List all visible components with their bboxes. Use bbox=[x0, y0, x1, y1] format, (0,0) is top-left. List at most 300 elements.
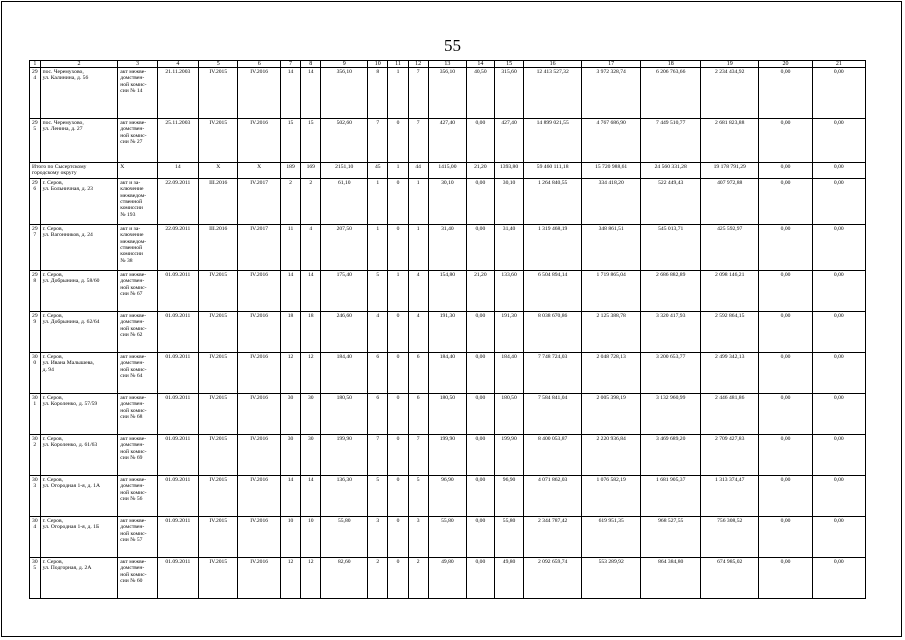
cell-c8: 10 bbox=[301, 516, 321, 557]
document-cell: акт межве- домствен- ной комис- сии № 27 bbox=[118, 119, 157, 163]
cell-c18: 968 527,55 bbox=[641, 516, 701, 557]
cell-c19: 19 178 791,29 bbox=[700, 163, 758, 179]
cell-c9: 82,60 bbox=[321, 557, 368, 598]
cell-c14: 0,00 bbox=[467, 311, 495, 352]
cell-date: 01.09.2011 bbox=[157, 475, 198, 516]
cell-q1: IV.2015 bbox=[199, 352, 238, 393]
cell-c19: 1 313 374,47 bbox=[700, 475, 758, 516]
cell-c8: 14 bbox=[301, 475, 321, 516]
cell-c21: 0,00 bbox=[812, 393, 865, 434]
column-number-21: 21 bbox=[812, 61, 865, 68]
cell-c13: 96,90 bbox=[428, 475, 466, 516]
column-number-1: 1 bbox=[30, 61, 41, 68]
cell-c12: 7 bbox=[408, 119, 428, 163]
cell-c17: 2 005 398,19 bbox=[581, 393, 641, 434]
cell-c18: 3 320 417,93 bbox=[641, 311, 701, 352]
cell-c20: 0,00 bbox=[759, 311, 812, 352]
document-cell: акт межве- домствен- ной комис- сии № 57 bbox=[118, 516, 157, 557]
cell-c20: 0,00 bbox=[759, 557, 812, 598]
cell-c11: 0 bbox=[388, 352, 408, 393]
row-number-cell: 294 bbox=[30, 68, 41, 119]
cell-q2: IV.2017 bbox=[238, 178, 281, 224]
row-number-cell: 299 bbox=[30, 311, 41, 352]
cell-c11: 1 bbox=[388, 163, 408, 179]
column-number-18: 18 bbox=[641, 61, 701, 68]
column-number-5: 5 bbox=[199, 61, 238, 68]
cell-c13: 180,50 bbox=[428, 393, 466, 434]
cell-c21: 0,00 bbox=[812, 178, 865, 224]
cell-c13: 199,90 bbox=[428, 434, 466, 475]
cell-c17: 3 972 328,74 bbox=[581, 68, 641, 119]
cell-c11: 0 bbox=[388, 516, 408, 557]
table-row bbox=[30, 393, 866, 434]
cell-q2: IV.2016 bbox=[238, 516, 281, 557]
cell-c16: 59 460 111,18 bbox=[524, 163, 581, 179]
address-cell: г. Серов, ул. Больничная, д. 23 bbox=[40, 178, 118, 224]
document-cell: акт межве- домствен- ной комис- сии № 60 bbox=[118, 557, 157, 598]
document-cell: акт межве- домствен- ной комис- сии № 67 bbox=[118, 270, 157, 311]
cell-q1: IV.2015 bbox=[199, 119, 238, 163]
cell-c16: 12 413 527,32 bbox=[524, 68, 581, 119]
row-number-cell: 295 bbox=[30, 119, 41, 163]
document-cell: X bbox=[118, 163, 157, 179]
cell-c12: 3 bbox=[408, 516, 428, 557]
cell-c7: 14 bbox=[280, 68, 300, 119]
cell-c18: 1 681 905,37 bbox=[641, 475, 701, 516]
cell-c18: 3 200 653,77 bbox=[641, 352, 701, 393]
cell-c16: 14 899 021,55 bbox=[524, 119, 581, 163]
cell-q2: IV.2016 bbox=[238, 352, 281, 393]
cell-q2: IV.2016 bbox=[238, 434, 281, 475]
cell-c7: 12 bbox=[280, 352, 300, 393]
cell-c18: 3 469 689,20 bbox=[641, 434, 701, 475]
column-number-11: 11 bbox=[388, 61, 408, 68]
cell-c12: 7 bbox=[408, 68, 428, 119]
document-cell: акт межве- домствен- ной комис- сии № 68 bbox=[118, 393, 157, 434]
cell-c9: 199,90 bbox=[321, 434, 368, 475]
document-cell: акт межве- домствен- ной комис- сии № 69 bbox=[118, 434, 157, 475]
cell-c20: 0,00 bbox=[759, 352, 812, 393]
cell-c10: 7 bbox=[368, 434, 388, 475]
cell-c12: 4 bbox=[408, 270, 428, 311]
address-cell: г. Серов, ул. Короленко, д. 61/63 bbox=[40, 434, 118, 475]
cell-c9: 55,80 bbox=[321, 516, 368, 557]
table-row bbox=[30, 311, 866, 352]
cell-c14: 0,00 bbox=[467, 434, 495, 475]
cell-q2: IV.2016 bbox=[238, 119, 281, 163]
column-number-6: 6 bbox=[238, 61, 281, 68]
cell-q2: X bbox=[238, 163, 281, 179]
cell-q1: III.2016 bbox=[199, 178, 238, 224]
cell-c16: 7 748 724,03 bbox=[524, 352, 581, 393]
cell-c13: 154,80 bbox=[428, 270, 466, 311]
cell-c11: 0 bbox=[388, 475, 408, 516]
cell-c16: 2 092 659,74 bbox=[524, 557, 581, 598]
column-number-19: 19 bbox=[700, 61, 758, 68]
cell-c9: 61,10 bbox=[321, 178, 368, 224]
cell-c7: 14 bbox=[280, 475, 300, 516]
cell-c12: 6 bbox=[408, 352, 428, 393]
cell-c16: 8 400 053,87 bbox=[524, 434, 581, 475]
table-row bbox=[30, 68, 866, 119]
cell-c19: 756 308,52 bbox=[700, 516, 758, 557]
cell-c20: 0,00 bbox=[759, 224, 812, 270]
cell-c16: 1 264 840,55 bbox=[524, 178, 581, 224]
cell-c9: 184,40 bbox=[321, 352, 368, 393]
cell-c16: 7 584 841,04 bbox=[524, 393, 581, 434]
cell-c17: 334 418,20 bbox=[581, 178, 641, 224]
row-number-cell: 300 bbox=[30, 352, 41, 393]
cell-c8: 12 bbox=[301, 352, 321, 393]
column-number-13: 13 bbox=[428, 61, 466, 68]
cell-c8: 14 bbox=[301, 68, 321, 119]
cell-c20: 0,00 bbox=[759, 516, 812, 557]
document-cell: акт межве- домствен- ной комис- сии № 56 bbox=[118, 475, 157, 516]
cell-c17: 2 220 936,84 bbox=[581, 434, 641, 475]
cell-c9: 175,40 bbox=[321, 270, 368, 311]
cell-date: 22.09.2011 bbox=[157, 224, 198, 270]
cell-c20: 0,00 bbox=[759, 434, 812, 475]
column-number-4: 4 bbox=[157, 61, 198, 68]
column-number-8: 8 bbox=[301, 61, 321, 68]
cell-c18: 2 686 882,89 bbox=[641, 270, 701, 311]
cell-c18: 522 449,43 bbox=[641, 178, 701, 224]
cell-q1: X bbox=[199, 163, 238, 179]
cell-c10: 7 bbox=[368, 119, 388, 163]
cell-q2: IV.2016 bbox=[238, 393, 281, 434]
cell-c16: 1 319 468,19 bbox=[524, 224, 581, 270]
cell-c15: 199,90 bbox=[494, 434, 524, 475]
cell-c7: 30 bbox=[280, 434, 300, 475]
column-number-10: 10 bbox=[368, 61, 388, 68]
total-row bbox=[30, 163, 866, 179]
cell-date: 21.11.2003 bbox=[157, 68, 198, 119]
cell-c7: 189 bbox=[280, 163, 300, 179]
cell-q2: IV.2017 bbox=[238, 224, 281, 270]
cell-q1: IV.2015 bbox=[199, 393, 238, 434]
cell-c15: 133,60 bbox=[494, 270, 524, 311]
table-row bbox=[30, 119, 866, 163]
cell-c17: 2 125 388,78 bbox=[581, 311, 641, 352]
cell-c13: 191,30 bbox=[428, 311, 466, 352]
table-row bbox=[30, 352, 866, 393]
cell-date: 14 bbox=[157, 163, 198, 179]
cell-c21: 0,00 bbox=[812, 434, 865, 475]
housing-register-table bbox=[29, 60, 866, 599]
cell-c15: 96,90 bbox=[494, 475, 524, 516]
cell-c11: 0 bbox=[388, 393, 408, 434]
cell-c10: 5 bbox=[368, 270, 388, 311]
cell-c13: 356,10 bbox=[428, 68, 466, 119]
cell-c7: 11 bbox=[280, 224, 300, 270]
address-cell: г. Серов, ул. Огородная 1-я, д. 1А bbox=[40, 475, 118, 516]
cell-c21: 0,00 bbox=[812, 352, 865, 393]
cell-c17: 1 719 865,04 bbox=[581, 270, 641, 311]
cell-c11: 0 bbox=[388, 311, 408, 352]
cell-c20: 0,00 bbox=[759, 178, 812, 224]
cell-c19: 2 681 823,88 bbox=[700, 119, 758, 163]
cell-c21: 0,00 bbox=[812, 516, 865, 557]
cell-c15: 315,60 bbox=[494, 68, 524, 119]
cell-q2: IV.2016 bbox=[238, 557, 281, 598]
cell-c15: 180,50 bbox=[494, 393, 524, 434]
cell-date: 25.11.2003 bbox=[157, 119, 198, 163]
cell-c20: 0,00 bbox=[759, 119, 812, 163]
cell-q1: IV.2015 bbox=[199, 475, 238, 516]
cell-date: 01.09.2011 bbox=[157, 311, 198, 352]
cell-c14: 21,20 bbox=[467, 270, 495, 311]
cell-c19: 2 234 434,92 bbox=[700, 68, 758, 119]
cell-c8: 30 bbox=[301, 393, 321, 434]
cell-q1: IV.2015 bbox=[199, 68, 238, 119]
cell-c15: 31,40 bbox=[494, 224, 524, 270]
cell-c10: 1 bbox=[368, 224, 388, 270]
column-number-12: 12 bbox=[408, 61, 428, 68]
cell-c12: 5 bbox=[408, 475, 428, 516]
cell-c15: 184,40 bbox=[494, 352, 524, 393]
cell-c9: 207,50 bbox=[321, 224, 368, 270]
row-number-cell: 303 bbox=[30, 475, 41, 516]
column-number-9: 9 bbox=[321, 61, 368, 68]
cell-c19: 2 592 864,15 bbox=[700, 311, 758, 352]
cell-c18: 7 449 510,77 bbox=[641, 119, 701, 163]
cell-c19: 2 098 146,21 bbox=[700, 270, 758, 311]
table-row bbox=[30, 178, 866, 224]
cell-c17: 619 951,35 bbox=[581, 516, 641, 557]
address-cell: г. Серов, ул. Добрынина, д. 58/60 bbox=[40, 270, 118, 311]
column-number-17: 17 bbox=[581, 61, 641, 68]
cell-c7: 2 bbox=[280, 178, 300, 224]
cell-c19: 2 499 342,13 bbox=[700, 352, 758, 393]
cell-c21: 0,00 bbox=[812, 119, 865, 163]
row-number-cell: 297 bbox=[30, 224, 41, 270]
table-row bbox=[30, 475, 866, 516]
table-row bbox=[30, 224, 866, 270]
cell-c21: 0,00 bbox=[812, 163, 865, 179]
cell-c19: 2 709 427,83 bbox=[700, 434, 758, 475]
cell-c14: 0,00 bbox=[467, 352, 495, 393]
cell-c11: 1 bbox=[388, 270, 408, 311]
cell-c10: 6 bbox=[368, 352, 388, 393]
address-cell: г. Серов, ул. Огородная 1-я, д. 1Б bbox=[40, 516, 118, 557]
cell-c19: 407 972,88 bbox=[700, 178, 758, 224]
cell-c9: 136,30 bbox=[321, 475, 368, 516]
cell-c9: 502,60 bbox=[321, 119, 368, 163]
cell-date: 01.09.2011 bbox=[157, 516, 198, 557]
cell-c7: 10 bbox=[280, 516, 300, 557]
cell-c19: 425 592,97 bbox=[700, 224, 758, 270]
document-cell: акт межве- домствен- ной комис- сии № 14 bbox=[118, 68, 157, 119]
cell-q2: IV.2016 bbox=[238, 475, 281, 516]
cell-c17: 4 767 686,90 bbox=[581, 119, 641, 163]
cell-c8: 12 bbox=[301, 557, 321, 598]
cell-c7: 12 bbox=[280, 557, 300, 598]
cell-c16: 6 504 894,14 bbox=[524, 270, 581, 311]
cell-c17: 348 861,51 bbox=[581, 224, 641, 270]
total-label-cell: Итого по Сысертскому городскому округу bbox=[30, 163, 118, 179]
cell-c9: 246,60 bbox=[321, 311, 368, 352]
cell-c17: 553 289,92 bbox=[581, 557, 641, 598]
cell-c10: 6 bbox=[368, 393, 388, 434]
cell-date: 01.09.2011 bbox=[157, 557, 198, 598]
cell-c11: 0 bbox=[388, 178, 408, 224]
table-row bbox=[30, 270, 866, 311]
cell-q1: IV.2015 bbox=[199, 270, 238, 311]
cell-c20: 0,00 bbox=[759, 270, 812, 311]
cell-c15: 49,80 bbox=[494, 557, 524, 598]
table-row bbox=[30, 557, 866, 598]
address-cell: г. Серов, ул. Вагонников, д. 24 bbox=[40, 224, 118, 270]
cell-c18: 6 206 763,66 bbox=[641, 68, 701, 119]
cell-c8: 169 bbox=[301, 163, 321, 179]
cell-c11: 0 bbox=[388, 434, 408, 475]
address-cell: г. Серов, ул. Добрынина, д. 62/64 bbox=[40, 311, 118, 352]
cell-c11: 0 bbox=[388, 119, 408, 163]
cell-c13: 55,80 bbox=[428, 516, 466, 557]
cell-c16: 4 071 862,03 bbox=[524, 475, 581, 516]
row-number-cell: 301 bbox=[30, 393, 41, 434]
cell-c14: 0,00 bbox=[467, 475, 495, 516]
cell-c15: 427,40 bbox=[494, 119, 524, 163]
cell-c21: 0,00 bbox=[812, 224, 865, 270]
cell-c12: 1 bbox=[408, 224, 428, 270]
cell-c13: 427,40 bbox=[428, 119, 466, 163]
column-number-2: 2 bbox=[40, 61, 118, 68]
cell-c7: 18 bbox=[280, 311, 300, 352]
cell-date: 01.09.2011 bbox=[157, 434, 198, 475]
row-number-cell: 302 bbox=[30, 434, 41, 475]
cell-c19: 674 985,02 bbox=[700, 557, 758, 598]
cell-c14: 21,20 bbox=[467, 163, 495, 179]
cell-c15: 30,10 bbox=[494, 178, 524, 224]
cell-c13: 184,40 bbox=[428, 352, 466, 393]
cell-c8: 4 bbox=[301, 224, 321, 270]
cell-c8: 14 bbox=[301, 270, 321, 311]
document-cell: акт межве- домствен- ной комис- сии № 64 bbox=[118, 352, 157, 393]
column-number-3: 3 bbox=[118, 61, 157, 68]
cell-c13: 30,10 bbox=[428, 178, 466, 224]
cell-c8: 15 bbox=[301, 119, 321, 163]
cell-date: 01.09.2011 bbox=[157, 352, 198, 393]
column-number-15: 15 bbox=[494, 61, 524, 68]
cell-c14: 0,00 bbox=[467, 119, 495, 163]
document-cell: акт межве- домствен- ной комис- сии № 62 bbox=[118, 311, 157, 352]
cell-c12: 1 bbox=[408, 178, 428, 224]
row-number-cell: 298 bbox=[30, 270, 41, 311]
cell-c10: 5 bbox=[368, 475, 388, 516]
page-number: 55 bbox=[444, 36, 461, 55]
address-cell: г. Серов, ул. Подгорная, д. 2А bbox=[40, 557, 118, 598]
row-number-cell: 304 bbox=[30, 516, 41, 557]
cell-c16: 8 038 670,86 bbox=[524, 311, 581, 352]
cell-date: 01.09.2011 bbox=[157, 393, 198, 434]
cell-c12: 4 bbox=[408, 311, 428, 352]
cell-c7: 14 bbox=[280, 270, 300, 311]
cell-c14: 0,00 bbox=[467, 178, 495, 224]
cell-c16: 2 344 787,42 bbox=[524, 516, 581, 557]
cell-q1: IV.2015 bbox=[199, 434, 238, 475]
cell-c10: 2 bbox=[368, 557, 388, 598]
cell-c14: 0,00 bbox=[467, 393, 495, 434]
cell-q1: III.2016 bbox=[199, 224, 238, 270]
cell-c18: 24 560 331,28 bbox=[641, 163, 701, 179]
cell-c12: 44 bbox=[408, 163, 428, 179]
column-number-20: 20 bbox=[759, 61, 812, 68]
cell-c14: 0,00 bbox=[467, 224, 495, 270]
cell-c11: 1 bbox=[388, 68, 408, 119]
cell-c20: 0,00 bbox=[759, 68, 812, 119]
cell-c9: 2151,10 bbox=[321, 163, 368, 179]
cell-c21: 0,00 bbox=[812, 311, 865, 352]
cell-c18: 3 132 960,99 bbox=[641, 393, 701, 434]
cell-c17: 1 076 582,19 bbox=[581, 475, 641, 516]
cell-c7: 30 bbox=[280, 393, 300, 434]
cell-c15: 1393,80 bbox=[494, 163, 524, 179]
address-cell: г. Серов, ул. Короленко, д. 57/59 bbox=[40, 393, 118, 434]
address-cell: г. Серов, ул. Ивана Малышева, д. 94 bbox=[40, 352, 118, 393]
cell-c15: 55,80 bbox=[494, 516, 524, 557]
cell-c10: 45 bbox=[368, 163, 388, 179]
cell-c20: 0,00 bbox=[759, 393, 812, 434]
cell-c8: 30 bbox=[301, 434, 321, 475]
row-number-cell: 305 bbox=[30, 557, 41, 598]
cell-c12: 7 bbox=[408, 434, 428, 475]
cell-c10: 8 bbox=[368, 68, 388, 119]
cell-c18: 545 013,71 bbox=[641, 224, 701, 270]
cell-c21: 0,00 bbox=[812, 557, 865, 598]
cell-q2: IV.2016 bbox=[238, 311, 281, 352]
cell-q1: IV.2015 bbox=[199, 557, 238, 598]
cell-c8: 18 bbox=[301, 311, 321, 352]
cell-c10: 1 bbox=[368, 178, 388, 224]
document-cell: акт и за- ключение межведом- ственной комиссии № 38 bbox=[118, 224, 157, 270]
table-row bbox=[30, 516, 866, 557]
cell-date: 22.09.2011 bbox=[157, 178, 198, 224]
cell-c21: 0,00 bbox=[812, 475, 865, 516]
cell-c13: 1415,00 bbox=[428, 163, 466, 179]
column-number-row bbox=[30, 61, 866, 68]
cell-c20: 0,00 bbox=[759, 163, 812, 179]
cell-c8: 2 bbox=[301, 178, 321, 224]
address-cell: пос. Черемухово, ул. Калинина, д. 56 bbox=[40, 68, 118, 119]
cell-c18: 864 384,80 bbox=[641, 557, 701, 598]
address-cell: пос. Черемухово, ул. Ленина, д. 27 bbox=[40, 119, 118, 163]
cell-c13: 49,80 bbox=[428, 557, 466, 598]
cell-c11: 0 bbox=[388, 557, 408, 598]
cell-c9: 356,10 bbox=[321, 68, 368, 119]
cell-c14: 40,50 bbox=[467, 68, 495, 119]
cell-c14: 0,00 bbox=[467, 516, 495, 557]
table-body bbox=[30, 68, 866, 599]
cell-q2: IV.2016 bbox=[238, 270, 281, 311]
cell-q1: IV.2015 bbox=[199, 516, 238, 557]
table-row bbox=[30, 434, 866, 475]
cell-c9: 180,50 bbox=[321, 393, 368, 434]
cell-c17: 2 048 728,13 bbox=[581, 352, 641, 393]
cell-c13: 31,40 bbox=[428, 224, 466, 270]
cell-c7: 15 bbox=[280, 119, 300, 163]
cell-c14: 0,00 bbox=[467, 557, 495, 598]
column-number-7: 7 bbox=[280, 61, 300, 68]
cell-c10: 3 bbox=[368, 516, 388, 557]
cell-c12: 6 bbox=[408, 393, 428, 434]
cell-c12: 2 bbox=[408, 557, 428, 598]
cell-q1: IV.2015 bbox=[199, 311, 238, 352]
cell-c11: 0 bbox=[388, 224, 408, 270]
cell-c21: 0,00 bbox=[812, 270, 865, 311]
column-number-14: 14 bbox=[467, 61, 495, 68]
cell-c10: 4 bbox=[368, 311, 388, 352]
